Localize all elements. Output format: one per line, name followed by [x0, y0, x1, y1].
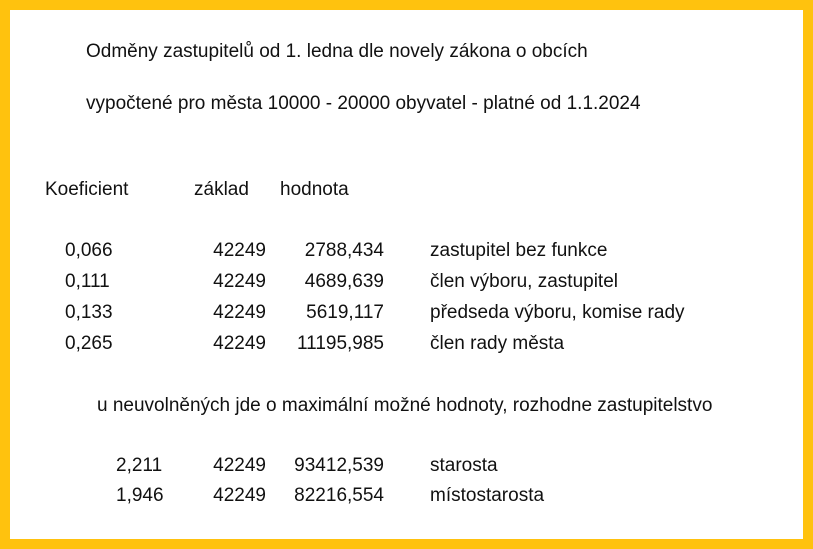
row-koeficient: 0,265: [65, 333, 113, 354]
note-text: u neuvolněných jde o maximální možné hodnoty, rozhodne zastupitelstvo: [97, 395, 713, 416]
row-zaklad: 42249: [213, 485, 266, 506]
header-koeficient: Koeficient: [45, 179, 129, 200]
row-koeficient: 0,111: [65, 271, 110, 292]
row-popis: místostarosta: [430, 485, 545, 506]
row-koeficient: 0,133: [65, 302, 113, 323]
row-zaklad: 42249: [213, 271, 266, 292]
row-hodnota: 2788,434: [304, 240, 384, 261]
row-popis: člen rady města: [430, 333, 565, 354]
row-popis: zastupitel bez funkce: [430, 240, 608, 261]
title-line-2: vypočtené pro města 10000 - 20000 obyvatel - platné od 1.1.2024: [86, 93, 641, 114]
header-zaklad: základ: [194, 179, 249, 200]
row-koeficient: 2,211: [116, 455, 163, 476]
row-popis: starosta: [430, 455, 498, 476]
row-hodnota: 4689,639: [304, 271, 384, 292]
row-hodnota: 11195,985: [297, 333, 384, 354]
row-hodnota: 93412,539: [294, 455, 384, 476]
title-line-1: Odměny zastupitelů od 1. ledna dle novely zákona o obcích: [86, 41, 588, 62]
row-popis: člen výboru, zastupitel: [430, 271, 618, 292]
row-koeficient: 0,066: [65, 240, 113, 261]
row-hodnota: 5619,117: [306, 302, 384, 323]
row-zaklad: 42249: [213, 455, 266, 476]
row-zaklad: 42249: [213, 302, 266, 323]
row-popis: předseda výboru, komise rady: [430, 302, 685, 323]
header-hodnota: hodnota: [280, 179, 349, 200]
row-hodnota: 82216,554: [294, 485, 384, 506]
row-zaklad: 42249: [213, 333, 266, 354]
row-zaklad: 42249: [213, 240, 266, 261]
row-koeficient: 1,946: [116, 485, 164, 506]
